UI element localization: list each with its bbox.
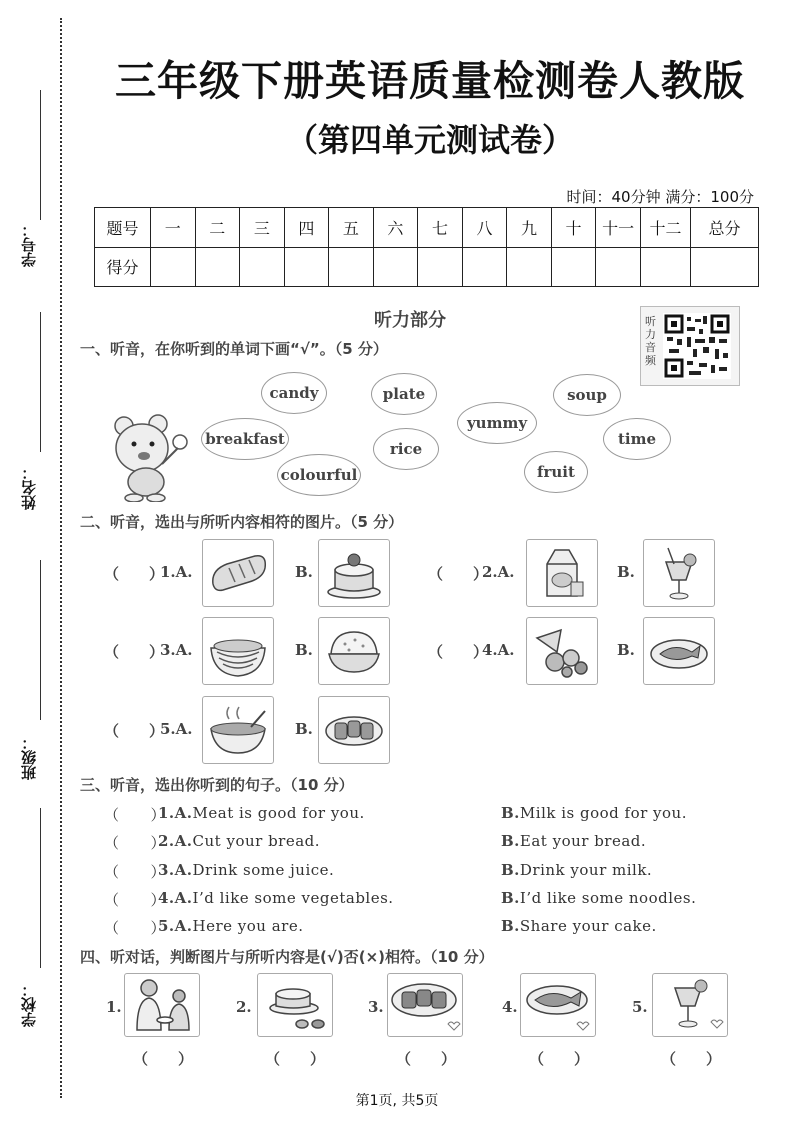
option-label: B. [501, 917, 520, 935]
side-label-student-no: 学号： [20, 222, 38, 268]
answer-paren[interactable]: （ ） [104, 834, 167, 852]
judge-image [520, 973, 596, 1037]
option-label: B. [295, 641, 313, 659]
score-cell[interactable] [240, 247, 285, 287]
word-oval[interactable] [201, 418, 289, 460]
sentence-option-b[interactable]: I’d like some noodles. [519, 889, 697, 907]
word-oval[interactable] [373, 428, 439, 470]
side-blank-line [40, 808, 41, 968]
juice-glass-icon [644, 540, 714, 606]
option-label: 4.A. [482, 641, 515, 659]
milk-carton-icon [527, 540, 597, 606]
score-header-cell: 十二 [641, 208, 691, 248]
score-cell[interactable] [551, 247, 596, 287]
answer-paren[interactable]: （ ） [104, 891, 167, 909]
sentence-option-a[interactable]: Here you are. [192, 917, 304, 935]
word-text: time [617, 430, 657, 448]
score-header-cell: 一 [151, 208, 196, 248]
option-image[interactable] [318, 696, 390, 764]
word-text: plate [382, 385, 426, 403]
answer-paren[interactable]: （ ） [104, 722, 165, 740]
score-header-cell: 七 [418, 208, 463, 248]
option-image[interactable] [318, 617, 390, 685]
option-image[interactable] [526, 617, 598, 685]
section1-title: 一、听音，在你听到的单词下画“√”。（5 分） [80, 340, 388, 358]
option-label: 3.A. [158, 861, 193, 879]
word-oval[interactable] [524, 451, 588, 493]
score-cell[interactable] [596, 247, 641, 287]
item-number: 2. [236, 998, 252, 1016]
family-icon [125, 974, 199, 1036]
score-cell[interactable] [418, 247, 463, 287]
score-header-cell: 四 [284, 208, 329, 248]
word-text: fruit [537, 463, 575, 481]
score-cell[interactable] [151, 247, 196, 287]
option-label: B. [501, 889, 520, 907]
option-image[interactable] [202, 696, 274, 764]
sentence-option-a[interactable]: Meat is good for you. [192, 804, 365, 822]
meat-plate-icon [319, 697, 389, 763]
side-blank-line [40, 560, 41, 720]
score-header-cell: 二 [195, 208, 240, 248]
item-number: 5. [632, 998, 648, 1016]
answer-paren[interactable]: （ ） [265, 1050, 326, 1068]
sentence-option-a[interactable]: Cut your bread. [192, 832, 321, 850]
score-header-cell: 三 [240, 208, 285, 248]
score-row-label: 得分 [95, 247, 151, 287]
binding-dotted-line [60, 18, 62, 1098]
side-label-school: 学校： [20, 982, 38, 1028]
answer-paren[interactable]: （ ） [428, 643, 489, 661]
score-header-cell: 八 [462, 208, 507, 248]
sentence-option-b[interactable]: Drink your milk. [519, 861, 653, 879]
score-header-cell: 十一 [596, 208, 641, 248]
cake-icon [319, 540, 389, 606]
word-text: soup [567, 386, 607, 404]
option-image[interactable] [643, 617, 715, 685]
bear-icon [108, 412, 194, 502]
fish-plate-icon [644, 618, 714, 684]
score-header-cell: 六 [373, 208, 418, 248]
answer-paren[interactable]: （ ） [104, 919, 167, 937]
sentence-option-a[interactable]: Drink some juice. [192, 861, 335, 879]
option-label: B. [617, 641, 635, 659]
answer-paren[interactable]: （ ） [104, 643, 165, 661]
item-number: 4. [502, 998, 518, 1016]
judge-image [124, 973, 200, 1037]
score-header-cell: 总分 [691, 208, 759, 248]
word-text: candy [269, 384, 319, 402]
score-cell[interactable] [284, 247, 329, 287]
score-header-cell: 九 [507, 208, 552, 248]
word-text: colourful [280, 466, 358, 484]
score-cell[interactable] [329, 247, 374, 287]
answer-paren[interactable]: （ ） [661, 1050, 722, 1068]
word-oval[interactable] [261, 372, 327, 414]
option-label: B. [295, 563, 313, 581]
score-cell[interactable] [641, 247, 691, 287]
time-info: 时间：40分钟 满分：100分 [566, 188, 754, 206]
score-header-cell: 五 [329, 208, 374, 248]
option-image[interactable] [202, 617, 274, 685]
word-oval[interactable] [277, 454, 361, 496]
juice-glass-icon [653, 974, 727, 1036]
bread-icon [203, 540, 273, 606]
option-label: 1.A. [158, 804, 193, 822]
meat-plate-icon [388, 974, 462, 1036]
fish-plate-icon [521, 974, 595, 1036]
word-text: yummy [466, 414, 528, 432]
answer-paren[interactable]: （ ） [104, 565, 165, 583]
option-label: 5.A. [158, 917, 193, 935]
option-label: B. [295, 720, 313, 738]
listening-heading: 听力部分 [374, 310, 446, 331]
sentence-option-b[interactable]: Milk is good for you. [519, 804, 687, 822]
soup-bowl-icon [203, 697, 273, 763]
option-label: B. [501, 804, 520, 822]
option-label: 2.A. [158, 832, 193, 850]
score-cell[interactable] [373, 247, 418, 287]
sentence-option-b[interactable]: Share your cake. [519, 917, 657, 935]
word-text: rice [389, 440, 423, 458]
answer-paren[interactable]: （ ） [133, 1050, 194, 1068]
word-oval[interactable] [457, 402, 537, 444]
answer-paren[interactable]: （ ） [104, 863, 167, 881]
judge-image [652, 973, 728, 1037]
page-title: 三年级下册英语质量检测卷人教版 [115, 57, 745, 105]
word-oval[interactable] [371, 373, 437, 415]
option-label: B. [501, 832, 520, 850]
option-image[interactable] [643, 539, 715, 607]
answer-paren[interactable]: （ ） [396, 1050, 457, 1068]
section2-title: 二、听音，选出与所听内容相符的图片。（5 分） [80, 513, 404, 531]
answer-paren[interactable]: （ ） [529, 1050, 590, 1068]
score-header-cell: 十 [551, 208, 596, 248]
score-header-cell: 题号 [95, 208, 151, 248]
judge-image [257, 973, 333, 1037]
option-label: B. [617, 563, 635, 581]
qr-code[interactable] [640, 306, 740, 386]
noodles-bowl-icon [203, 618, 273, 684]
item-number: 1. [106, 998, 122, 1016]
option-label: 3.A. [160, 641, 193, 659]
option-label: 1.A. [160, 563, 193, 581]
side-blank-line [40, 90, 41, 220]
word-oval[interactable] [603, 418, 671, 460]
option-label: 2.A. [482, 563, 515, 581]
option-label: 4.A. [158, 889, 193, 907]
score-table-score-row [95, 247, 759, 287]
qr-label: 听力音频 [645, 315, 656, 367]
item-number: 3. [368, 998, 384, 1016]
page-subtitle: （第四单元测试卷） [285, 121, 574, 159]
section4-title: 四、听对话，判断图片与所听内容是(√)否(×)相符。（10 分） [80, 948, 494, 966]
answer-paren[interactable]: （ ） [428, 565, 489, 583]
score-table [94, 207, 759, 287]
score-cell[interactable] [195, 247, 240, 287]
rice-bowl-icon [319, 618, 389, 684]
cake-candy-icon [258, 974, 332, 1036]
word-oval[interactable] [553, 374, 621, 416]
side-label-name: 姓名： [20, 465, 38, 511]
word-text: breakfast [205, 430, 285, 448]
fruit-icon [527, 618, 597, 684]
option-label: 5.A. [160, 720, 193, 738]
sentence-option-a[interactable]: I’d like some vegetables. [192, 889, 394, 907]
option-image[interactable] [526, 539, 598, 607]
option-image[interactable] [202, 539, 274, 607]
option-label: B. [501, 861, 520, 879]
page-footer: 第1页, 共5页 [355, 1093, 439, 1109]
side-label-class: 班级： [20, 735, 38, 781]
score-cell[interactable] [507, 247, 552, 287]
sentence-option-b[interactable]: Eat your bread. [519, 832, 647, 850]
judge-image [387, 973, 463, 1037]
answer-paren[interactable]: （ ） [104, 806, 167, 824]
side-blank-line [40, 312, 41, 452]
option-image[interactable] [318, 539, 390, 607]
section3-title: 三、听音，选出你听到的句子。（10 分） [80, 776, 354, 794]
score-table-header-row [95, 208, 759, 248]
score-cell[interactable] [462, 247, 507, 287]
score-cell[interactable] [691, 247, 759, 287]
qr-code-icon [663, 313, 731, 379]
